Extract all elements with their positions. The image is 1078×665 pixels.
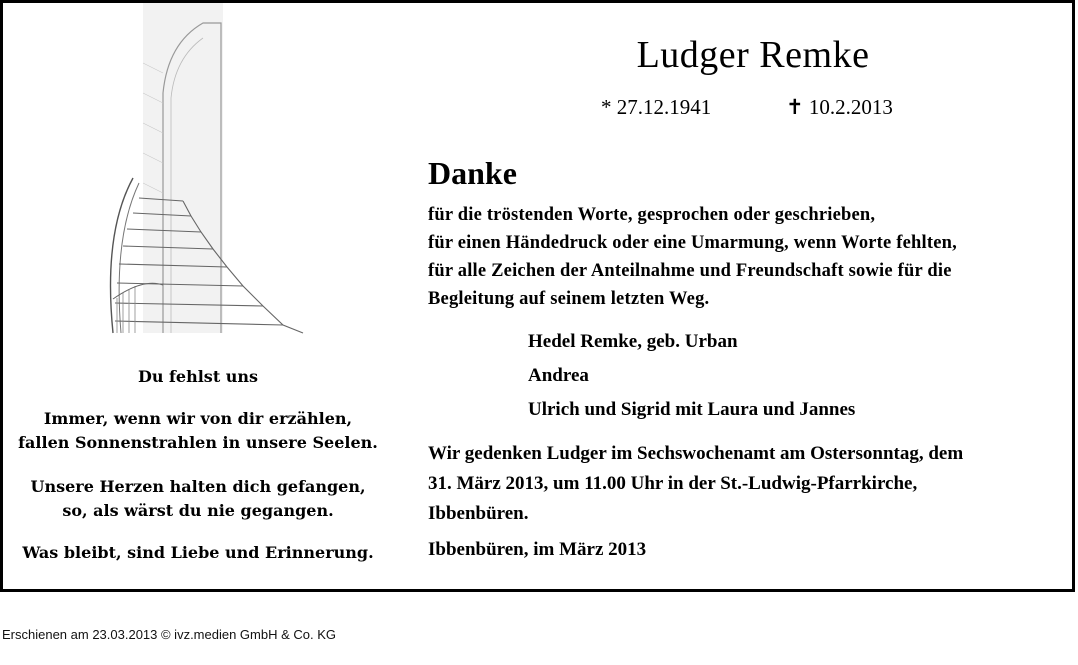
birth-date: * 27.12.1941	[601, 95, 712, 119]
poem-closing: Was bleibt, sind Liebe und Erinnerung.	[22, 543, 374, 562]
poem-line: Unsere Herzen halten dich gefangen,	[30, 477, 366, 496]
death-date: ✝ 10.2.2013	[786, 95, 893, 119]
staircase-illustration	[103, 3, 323, 343]
thanks-line: für die tröstenden Worte, gesprochen oder geschrieben,	[428, 205, 876, 225]
family-member-name: Ulrich und Sigrid	[528, 399, 671, 420]
family-member	[528, 331, 738, 353]
poem-stanza-2	[13, 475, 383, 523]
thanks-line: Begleitung auf seinem letzten Weg.	[428, 289, 710, 309]
poem-line: Immer, wenn wir von dir erzählen,	[43, 409, 353, 428]
publication-footer: Erschienen am 23.03.2013 © ivz.medien GmbH & Co. KG	[2, 627, 337, 642]
poem-title: Du fehlst uns	[137, 367, 259, 386]
deceased-name: Ludger Remke	[636, 34, 870, 76]
memorial-line: Wir gedenken Ludger im Sechswochenamt am Ostersonntag, dem	[428, 443, 964, 464]
thanks-line: für einen Händedruck oder eine Umarmung, wenn Worte fehlten,	[428, 233, 957, 253]
thanks-heading: Danke	[428, 155, 517, 191]
thanks-text	[428, 201, 1068, 313]
memorial-line: Ibbenbüren.	[428, 503, 529, 524]
family-member	[528, 365, 589, 387]
family-member-name: Hedel Remke, geb. Urban	[528, 331, 738, 352]
memorial-line: 31. März 2013, um 11.00 Uhr in der St.-Ludwig-Pfarrkirche,	[428, 473, 918, 494]
poem-line: so, als wärst du nie gegangen.	[62, 501, 334, 520]
place-and-date: Ibbenbüren, im März 2013	[428, 539, 647, 560]
family-member-name: Andrea	[528, 365, 589, 386]
poem-line: fallen Sonnenstrahlen in unsere Seelen.	[18, 433, 378, 452]
poem-stanza-1	[13, 407, 383, 455]
family-member-suffix: mit Laura und Jannes	[670, 399, 856, 420]
memorial-service-text	[428, 439, 1068, 529]
thanks-line: für alle Zeichen der Anteilnahme und Freundschaft sowie für die	[428, 261, 952, 281]
family-member	[528, 399, 855, 421]
